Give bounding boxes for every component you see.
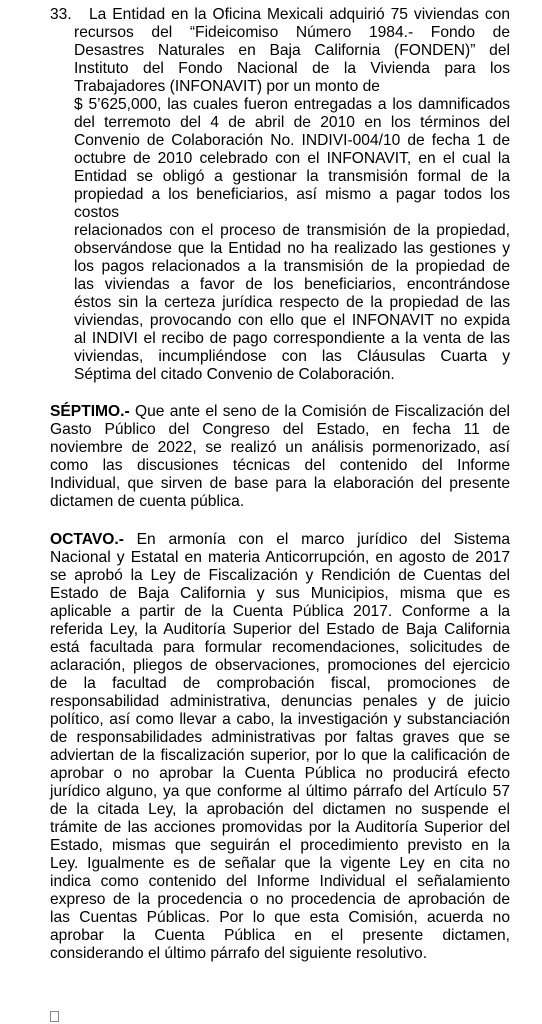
- item33-line: Séptima del citado Convenio de Colaboración.: [74, 366, 395, 383]
- item33-line: observándose que la Entidad no ha realizado las gestiones y: [74, 240, 510, 257]
- item33-line: viviendas, provocando con ello que el INFONAVIT no expida: [74, 312, 510, 329]
- item33-line: éstos sin la certeza jurídica respecto de la propiedad de las: [74, 294, 510, 311]
- octavo-paragraph-line: Estado, mismas que seguirán el procedimiento previsto en la: [50, 837, 510, 854]
- septimo-paragraph-line: Individual, que sirven de base para la elaboración del presente: [50, 475, 510, 492]
- octavo-paragraph-line: trámite de las acciones promovidas por la Auditoría Superior del: [50, 819, 510, 836]
- septimo-paragraph-line: como las discusiones técnicas del contenido del Informe: [50, 457, 510, 474]
- item33-line: las viviendas a favor de los beneficiarios, encontrándose: [74, 276, 510, 293]
- item-number: 33.: [50, 6, 72, 23]
- octavo-paragraph-line: Ley. Igualmente es de señalar que la vigente Ley en cita no: [50, 855, 510, 872]
- octavo-paragraph-line: Estado de Baja California y sus Municipios, misma que es: [50, 585, 510, 602]
- octavo-text: En armonía con el marco jurídico del Sistema: [136, 531, 510, 548]
- septimo-paragraph-line: [50, 403, 510, 421]
- item33-line: $ 5’625,000, las cuales fueron entregadas a los damnificados: [74, 96, 510, 113]
- item33-line: relacionados con el proceso de transmisión de la propiedad,: [74, 222, 510, 239]
- octavo-paragraph-line: aplicable a partir de la Cuenta Pública 2017. Conforme a la: [50, 603, 510, 620]
- item33-line: Instituto del Fondo Nacional de la Vivienda para los: [74, 60, 510, 77]
- octavo-heading: OCTAVO.-: [50, 531, 124, 548]
- octavo-paragraph-line: Nacional y Estatal en materia Anticorrupción, en agosto de 2017: [50, 549, 510, 566]
- item33-line: viviendas, incumpliéndose con las Cláusulas Cuarta y: [74, 348, 510, 365]
- item33-line: recursos del “Fideicomiso Número 1984.- Fondo de: [74, 24, 510, 41]
- octavo-paragraph-line: las Cuentas Públicas. Por lo que esta Comisión, acuerda no: [50, 909, 510, 926]
- item33-line: del terremoto del 4 de abril de 2010 en los términos del: [74, 114, 510, 131]
- septimo-text: Que ante el seno de la Comisión de Fiscalización del: [134, 403, 510, 420]
- octavo-paragraph-line: aprobar la Cuenta Pública en el presente dictamen,: [50, 927, 510, 944]
- item33-line: octubre de 2010 celebrado con el INFONAVIT, en el cual la: [74, 150, 510, 167]
- octavo-paragraph-line: jurídico alguno, ya que conforme al último párrafo del Artículo 57: [50, 783, 510, 800]
- item33-line: Trabajadores (INFONAVIT) por un monto de: [74, 78, 380, 95]
- octavo-paragraph-line: está facultada para formular recomendaciones, solicitudes de: [50, 639, 510, 656]
- item33-line: al INDIVI el recibo de pago correspondiente a la venta de las: [74, 330, 510, 347]
- septimo-paragraph-line: noviembre de 2022, se realizó un análisis pormenorizado, así: [50, 439, 510, 456]
- item33-line: costos: [74, 204, 120, 221]
- item33-line: los pagos relacionados a la transmisión de la propiedad de: [74, 258, 510, 275]
- octavo-paragraph-line: considerando el último párrafo del siguiente resolutivo.: [50, 945, 428, 962]
- octavo-paragraph-line: político, así como llevar a cabo, la investigación y substanciación: [50, 711, 510, 728]
- item33-line: La Entidad en la Oficina Mexicali adquirió 75 viviendas con: [89, 6, 510, 23]
- octavo-paragraph-line: aprobar o no aprobar la Cuenta Pública no producirá efecto: [50, 765, 510, 782]
- octavo-paragraph-line: de la citada Ley, la aprobación del dictamen no suspende el: [50, 801, 510, 818]
- item33-line: Entidad se obligó a gestionar la transmisión formal de la: [74, 168, 510, 185]
- octavo-paragraph-line: [50, 531, 510, 549]
- item33-line: Convenio de Colaboración No. INDIVI-004/10 de fecha 1 de: [74, 132, 510, 149]
- octavo-paragraph-line: responsabilidad administrativa, denuncias penales y de juicio: [50, 693, 510, 710]
- octavo-paragraph-line: se aprobó la Ley de Fiscalización y Rendición de Cuentas del: [50, 567, 510, 584]
- item33-line: Desastres Naturales en Baja California (FONDEN)” del: [74, 42, 510, 59]
- octavo-paragraph-line: adviertan de la fiscalización superior, por lo que la calificación de: [50, 747, 510, 764]
- septimo-paragraph-line: dictamen de cuenta pública.: [50, 493, 245, 510]
- octavo-paragraph-line: referida Ley, la Auditoría Superior del Estado de Baja California: [50, 621, 510, 638]
- octavo-paragraph-line: de responsabilidades administrativas por faltas graves que se: [50, 729, 510, 746]
- septimo-paragraph-line: Gasto Público del Congreso del Estado, en fecha 11 de: [50, 421, 510, 438]
- octavo-paragraph-line: indica como contenido del Informe Individual el señalamiento: [50, 873, 510, 890]
- item33-line: propiedad a los beneficiarios, así mismo a pagar todos los: [74, 186, 510, 203]
- octavo-paragraph-line: aclaración, pliegos de observaciones, promociones del ejercicio: [50, 657, 510, 674]
- octavo-paragraph-line: de la facultad de comprobación fiscal, promociones de: [50, 675, 510, 692]
- placeholder-box-icon: [50, 1011, 59, 1022]
- septimo-heading: SÉPTIMO.-: [50, 403, 130, 420]
- octavo-paragraph-line: expreso de la procedencia o no procedencia de aprobación de: [50, 891, 510, 908]
